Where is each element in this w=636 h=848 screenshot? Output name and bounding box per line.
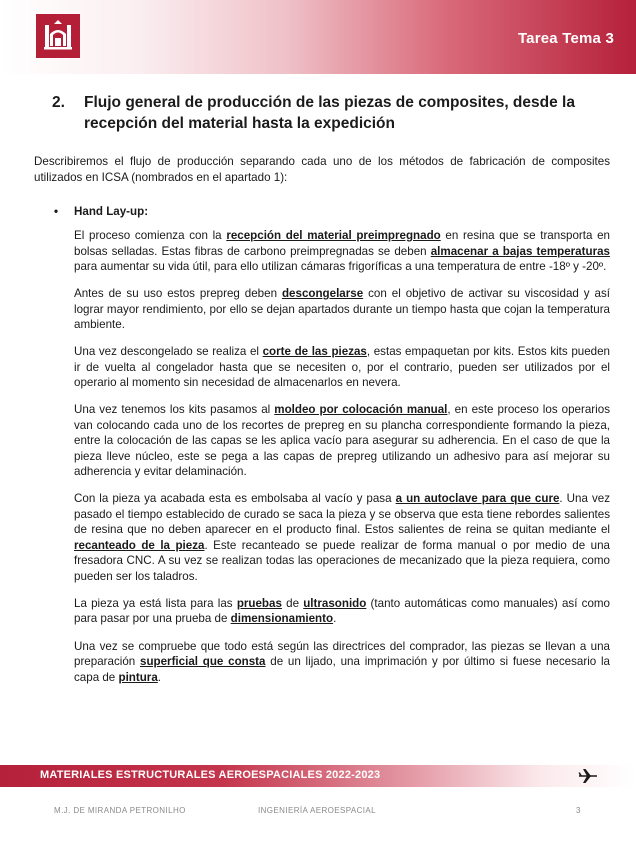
document-body bbox=[34, 92, 610, 697]
footer-author: M.J. DE MIRANDA PETRONILHO bbox=[54, 806, 186, 815]
airplane-icon bbox=[578, 767, 598, 790]
header-band bbox=[0, 0, 636, 74]
intro-paragraph: Describiremos el flujo de producción separando cada uno de los métodos de fabricación de composites utilizados en ICSA (nombrados en el apartado 1): bbox=[34, 155, 610, 184]
key-term: ultrasonido bbox=[303, 596, 367, 610]
paragraph-testing: La pieza ya está lista para las pruebas de ultrasonido (tanto automáticas como manuales) así como para pasar por una prueba de dimensionamiento. bbox=[74, 596, 610, 626]
key-term: descongelarse bbox=[281, 287, 364, 301]
paragraph-curing: Con la pieza ya acabada esta es embolsaba al vacío y pasa a un autoclave para que cure. Una vez pasado el tiempo establecido de curado se saca la pieza y se observa que esta tiene rebordes salientes de resina que no deben aparecer en el producto final. Estos salientes de reina se quitan mediante el recanteado de la pieza. Este recanteado se puede realizar de forma manual o por medio de una fresadora CNC. A su vez se realizan todas las operaciones de mecanizado que la pieza requiera, como pueden ser los taladros. bbox=[74, 492, 610, 583]
bullet-label: Hand Lay-up: bbox=[74, 205, 149, 218]
key-term: recepción del material preimpregnado bbox=[226, 229, 441, 242]
key-term: corte de las piezas bbox=[262, 345, 367, 359]
footer-course-title: MATERIALES ESTRUCTURALES AEROESPACIALES 2022-2023 bbox=[40, 769, 381, 781]
key-term: recanteado de la pieza bbox=[74, 538, 205, 552]
footer-school: INGENIERÍA AEROESPACIAL bbox=[258, 806, 376, 815]
section-title: Flujo general de producción de las piezas de composites, desde la recepción del material hasta la expedición bbox=[84, 94, 575, 132]
paragraph-molding: Una vez tenemos los kits pasamos al moldeo por colocación manual, en este proceso los operarios van colocando cada uno de los recortes de prepreg en su plancha correspondiente formando la pieza, entre la colocación de las capas se les aplica vacío para asegurar su adherencia. En el caso de que la pieza lleve núcleo, este se pega a las capas de prepreg utilizando un adhesivo para así mejorar su adherencia y evitar delaminación. bbox=[74, 403, 610, 479]
key-term: moldeo por colocación manual bbox=[274, 403, 448, 417]
university-logo bbox=[36, 14, 80, 58]
key-term: pruebas bbox=[236, 596, 282, 610]
bullet-dot-icon: • bbox=[54, 205, 59, 218]
bullet-item bbox=[54, 205, 610, 218]
paragraph-defrost: Antes de su uso estos prepreg deben descongelarse con el objetivo de activar su viscosidad y así lograr mayor rendimiento, por ello se dejan apartados durante un tiempo hasta que cojan la temperatura ambiente. bbox=[74, 287, 610, 332]
paragraph-cutting: Una vez descongelado se realiza el corte de las piezas, estas empaquetan por kits. Estos kits pueden ir de vuelta al congelador hasta que se necesiten o, por el contrario, pueden ser utilizados por el operario al momento sin necesidad de almacenarlos en nevera. bbox=[74, 345, 611, 390]
key-term: a un autoclave para que cure bbox=[395, 492, 560, 506]
key-term: almacenar a bajas temperaturas bbox=[430, 244, 610, 258]
key-term: dimensionamiento bbox=[230, 612, 334, 626]
key-term: superficial que consta bbox=[140, 655, 266, 669]
page-number: 3 bbox=[576, 806, 581, 815]
footer-band bbox=[0, 765, 636, 787]
paragraph-finishing: Una vez se compruebe que todo está según las directrices del comprador, las piezas se llevan a una preparación superficial que consta de un lijado, una imprimación y por último si fuese necesario la capa de pintura. bbox=[74, 639, 611, 684]
section-number: 2. bbox=[52, 94, 65, 111]
section-heading bbox=[52, 92, 610, 134]
header-title: Tarea Tema 3 bbox=[517, 30, 614, 47]
paragraph-reception: El proceso comienza con la recepción del material preimpregnado en resina que se transporta en bolsas selladas. Estas fibras de carbono preimpregnadas se deben almacenar a bajas temperaturas para aumentar su vida útil, para ello utilizan cámaras frigoríficas a una temperatura de entre -18º y -20º. bbox=[74, 229, 611, 273]
key-term: pintura bbox=[118, 670, 158, 684]
